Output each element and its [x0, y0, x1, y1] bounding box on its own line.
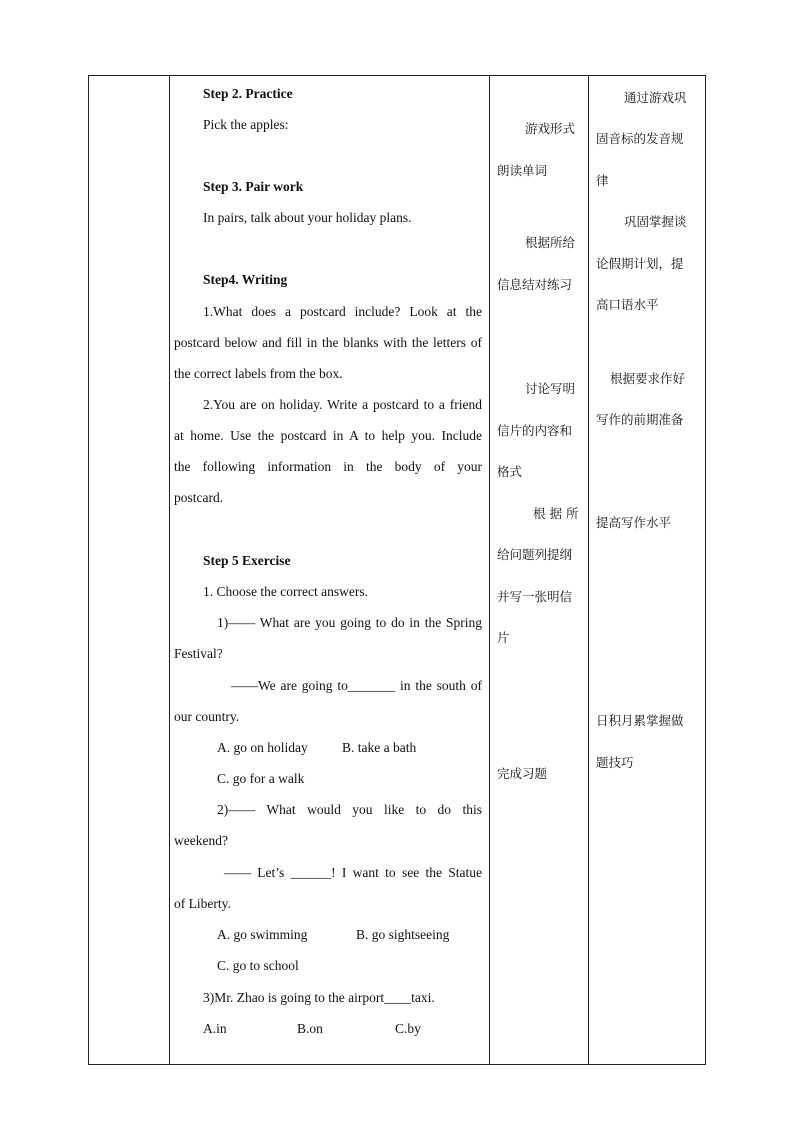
step2-text: Pick the apples: — [203, 117, 289, 132]
purpose-text: 通过游戏巩 — [624, 90, 687, 105]
purpose-text: 巩固掌握谈 — [624, 214, 687, 229]
question-line: Festival? — [174, 646, 223, 661]
activity-text: 给问题列提纲 — [497, 547, 573, 562]
purpose-text: 根据要求作好 — [610, 371, 686, 386]
step2-title: Step 2. Practice — [203, 86, 293, 101]
question-line: ——We are going to_______ in the south of — [231, 678, 482, 693]
option-c: C. go for a walk — [217, 771, 305, 786]
question-line: weekend? — [174, 833, 228, 848]
option-b: B.on — [297, 1021, 323, 1036]
question-line: 2)—— What would you like to do this — [217, 802, 482, 817]
option-c: C.by — [395, 1021, 421, 1036]
step4-q1-line: the correct labels from the box. — [174, 366, 343, 381]
activity-text: 并写一张明信 — [497, 589, 573, 604]
purpose-text: 固音标的发音规 — [596, 131, 684, 146]
option-b: B. take a bath — [342, 740, 417, 755]
step4-q2-line: 2.You are on holiday. Write a postcard to a friend — [203, 397, 482, 412]
step4-q2-line: postcard. — [174, 490, 224, 505]
step4-title: Step4. Writing — [203, 272, 288, 287]
activity-text: 讨论写明 — [525, 381, 576, 396]
step3-title: Step 3. Pair work — [203, 179, 304, 194]
activity-text: 格式 — [497, 464, 523, 479]
option-a: A.in — [203, 1021, 227, 1036]
option-a: A. go on holiday — [217, 740, 308, 755]
design-purpose-cell — [588, 76, 706, 1064]
purpose-text: 论假期计划，提 — [596, 256, 684, 271]
activity-text: 根 据 所 — [533, 506, 579, 521]
activity-text: 朗读单词 — [497, 163, 548, 178]
activity-text: 根据所给 — [525, 235, 576, 250]
step4-q2-line: the following information in the body of your — [174, 459, 482, 474]
purpose-text: 提高写作水平 — [596, 515, 672, 530]
purpose-text: 写作的前期准备 — [596, 412, 684, 427]
step4-q1-line: 1.What does a postcard include? Look at the — [203, 304, 482, 319]
question-line: our country. — [174, 709, 240, 724]
activity-text: 片 — [497, 630, 510, 645]
step4-q1-line: postcard below and fill in the blanks with the letters of — [174, 335, 482, 350]
activity-text: 完成习题 — [497, 766, 548, 781]
empty-first-column — [89, 76, 169, 1064]
purpose-text: 高口语水平 — [596, 297, 659, 312]
purpose-text: 题技巧 — [596, 755, 634, 770]
activity-text: 信息结对练习 — [497, 277, 573, 292]
question-line: 3)Mr. Zhao is going to the airport____taxi. — [203, 990, 435, 1005]
activity-text: 信片的内容和 — [497, 423, 573, 438]
student-activity-cell — [489, 76, 588, 1064]
activity-text: 游戏形式 — [525, 121, 576, 136]
purpose-text: 律 — [596, 173, 609, 188]
purpose-text: 日积月累掌握做 — [596, 713, 684, 728]
question-line: 1)—— What are you going to do in the Spring — [217, 615, 482, 630]
step3-text: In pairs, talk about your holiday plans. — [203, 210, 412, 225]
teaching-procedure-cell — [169, 76, 489, 1064]
step5-title: Step 5 Exercise — [203, 553, 291, 568]
step4-q2-line: at home. Use the postcard in A to help you. Include — [174, 428, 482, 443]
step5-intro: 1. Choose the correct answers. — [203, 584, 368, 599]
lesson-plan-table — [88, 75, 706, 1065]
question-line: of Liberty. — [174, 896, 231, 911]
question-line: —— Let’s ______! I want to see the Statue — [224, 865, 482, 880]
option-c: C. go to school — [217, 958, 299, 973]
option-a: A. go swimming — [217, 927, 308, 942]
option-b: B. go sightseeing — [356, 927, 450, 942]
